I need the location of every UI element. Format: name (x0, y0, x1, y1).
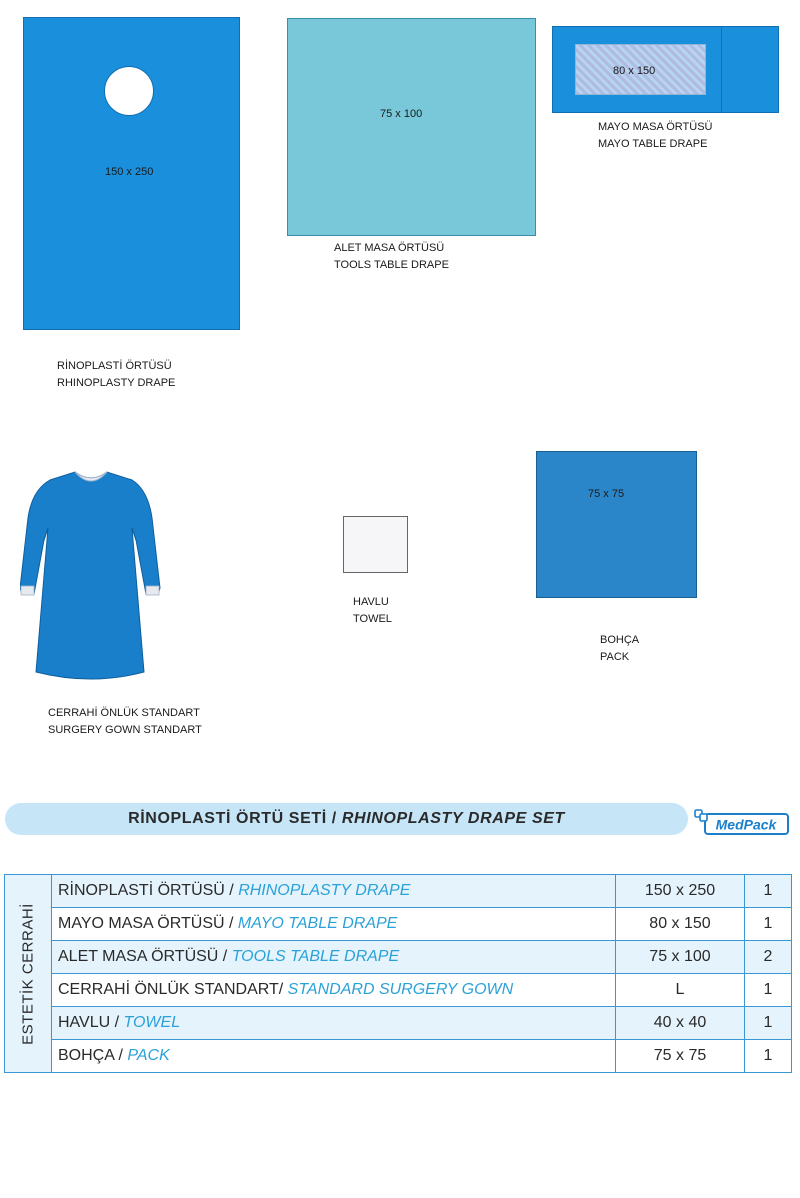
medpack-logo (694, 808, 790, 838)
mayo-table-drape-size: 80 x 150 (613, 65, 656, 77)
caption-tr: ALET MASA ÖRTÜSÜ (334, 242, 445, 254)
tools-table-drape-size: 75 x 100 (380, 108, 423, 120)
set-contents-table (4, 874, 792, 1073)
rhinoplasty-drape-size: 150 x 250 (105, 166, 154, 178)
table-row (5, 1007, 792, 1040)
surgery-gown-image (20, 468, 162, 686)
item-name-cell: BOHÇA / PACK (52, 1040, 616, 1073)
item-size-cell: L (616, 974, 745, 1007)
mayo-fold-line (721, 27, 722, 112)
drape-opening (104, 66, 154, 116)
table-row (5, 908, 792, 941)
towel-image (343, 516, 408, 573)
item-size-cell: 40 x 40 (616, 1007, 745, 1040)
table-row (5, 1040, 792, 1073)
item-qty-cell: 1 (745, 875, 792, 908)
item-qty-cell: 1 (745, 974, 792, 1007)
item-qty-cell: 1 (745, 1007, 792, 1040)
caption-en: MAYO TABLE DRAPE (598, 138, 708, 150)
caption-en: TOOLS TABLE DRAPE (334, 259, 449, 271)
logo-text: MedPack (715, 816, 777, 833)
caption-tr: MAYO MASA ÖRTÜSÜ (598, 121, 713, 133)
set-title (5, 803, 688, 835)
item-qty-cell: 1 (745, 1040, 792, 1073)
surgery-gown-caption (48, 705, 202, 739)
mayo-table-drape-image (552, 26, 779, 113)
caption-tr: CERRAHİ ÖNLÜK STANDART (48, 707, 200, 719)
item-size-cell: 150 x 250 (616, 875, 745, 908)
item-name-cell: MAYO MASA ÖRTÜSÜ / MAYO TABLE DRAPE (52, 908, 616, 941)
mayo-table-drape-caption (598, 119, 713, 153)
rhinoplasty-drape-caption (57, 358, 175, 392)
item-name-cell: RİNOPLASTİ ÖRTÜSÜ / RHINOPLASTY DRAPE (52, 875, 616, 908)
item-name-cell: HAVLU / TOWEL (52, 1007, 616, 1040)
caption-en: RHINOPLASTY DRAPE (57, 377, 176, 389)
item-qty-cell: 2 (745, 941, 792, 974)
pack-size: 75 x 75 (588, 488, 625, 500)
table-row (5, 875, 792, 908)
caption-tr: RİNOPLASTİ ÖRTÜSÜ (57, 360, 172, 372)
item-name-cell: CERRAHİ ÖNLÜK STANDART/ STANDARD SURGERY GOWN (52, 974, 616, 1007)
item-size-cell: 75 x 100 (616, 941, 745, 974)
table-row (5, 941, 792, 974)
pack-caption (600, 632, 639, 666)
caption-en: PACK (600, 651, 630, 663)
caption-tr: BOHÇA (600, 634, 640, 646)
table-row (5, 974, 792, 1007)
item-size-cell: 80 x 150 (616, 908, 745, 941)
caption-en: TOWEL (353, 613, 392, 625)
item-name-cell: ALET MASA ÖRTÜSÜ / TOOLS TABLE DRAPE (52, 941, 616, 974)
item-qty-cell: 1 (745, 908, 792, 941)
caption-en: SURGERY GOWN STANDART (48, 724, 202, 736)
tools-table-drape-caption (334, 240, 449, 274)
set-title-en: RHINOPLASTY DRAPE SET (341, 810, 565, 827)
towel-caption (353, 594, 392, 628)
category-label: ESTETİK CERRAHİ (19, 902, 37, 1045)
category-cell (5, 875, 52, 1073)
tools-table-drape-image (287, 18, 536, 236)
pack-image (536, 451, 697, 598)
item-size-cell: 75 x 75 (616, 1040, 745, 1073)
set-title-tr: RİNOPLASTİ ÖRTÜ SETİ / (128, 810, 342, 827)
caption-tr: HAVLU (353, 596, 389, 608)
